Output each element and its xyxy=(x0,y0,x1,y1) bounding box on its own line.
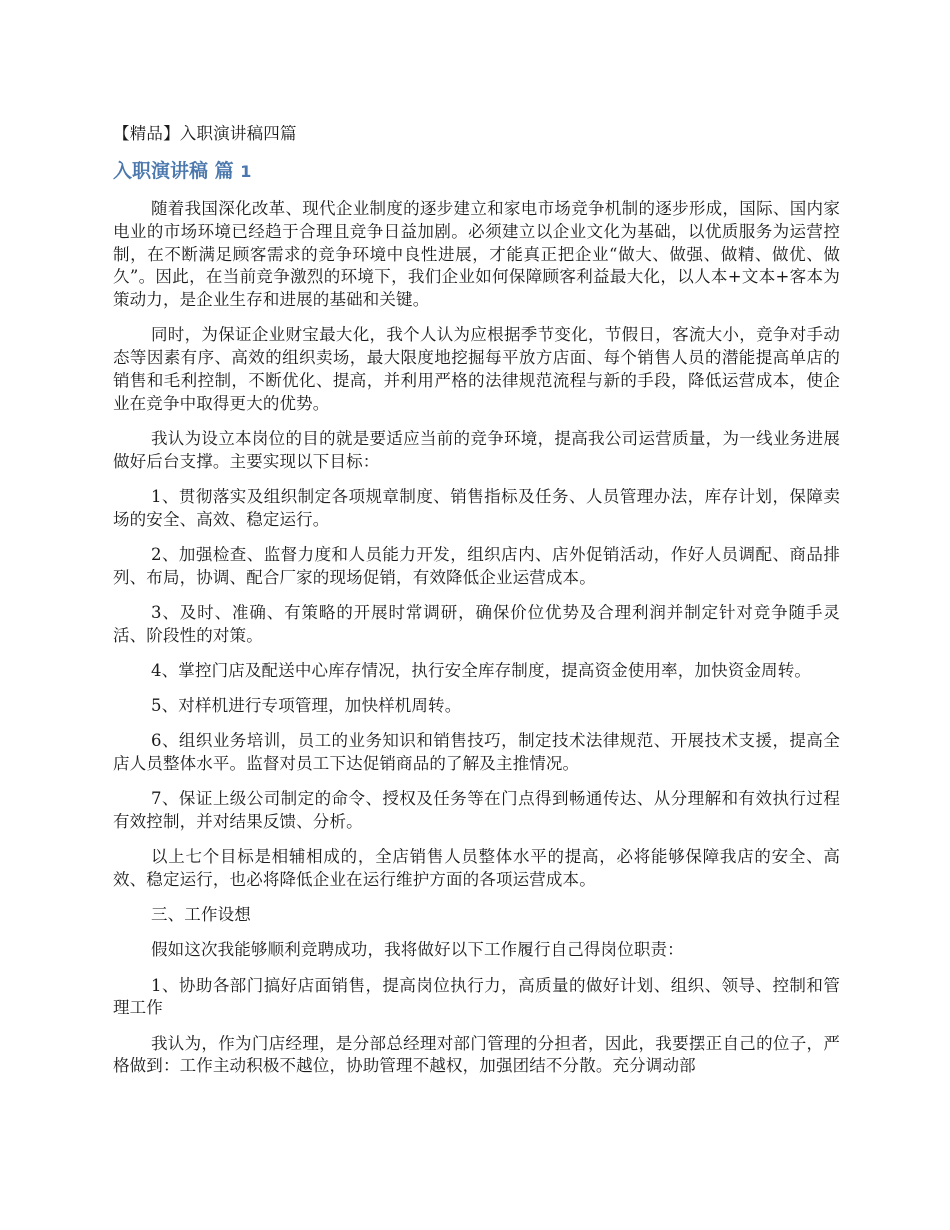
list-item: 3、及时、准确、有策略的开展时常调研，确保价位优势及合理利润并制定针对竞争随手灵活、阶段性的对策。 xyxy=(113,602,840,645)
document-title: 【精品】入职演讲稿四篇 xyxy=(113,124,297,143)
paragraph: 以上七个目标是相辅相成的，全店销售人员整体水平的提高，必将能够保障我店的安全、高效、稳定运行，也必将降低企业在运行维护方面的各项运营成本。 xyxy=(113,847,840,890)
section-heading xyxy=(113,158,840,185)
subsection-heading: 三、工作设想 xyxy=(151,905,251,925)
list-item: 5、对样机进行专项管理，加快样机周转。 xyxy=(151,696,462,716)
list-item: 2、加强检查、监督力度和人员能力开发，组织店内、店外促销活动，作好人员调配、商品排列、布局，协调、配合厂家的现场促销，有效降低企业运营成本。 xyxy=(113,544,840,587)
paragraph: 我认为设立本岗位的目的就是要适应当前的竞争环境，提高我公司运营质量，为一线业务进展做好后台支撑。主要实现以下目标： xyxy=(113,428,840,471)
paragraph: 我认为，作为门店经理，是分部总经理对部门管理的分担者，因此，我要摆正自己的位子，严格做到：工作主动积极不越位，协助管理不越权，加强团结不分散。充分调动部 xyxy=(113,1033,840,1076)
section-number: 1 xyxy=(240,162,252,181)
list-item: 6、组织业务培训，员工的业务知识和销售技巧，制定技术法律规范、开展技术支援，提高全店人员整体水平。监督对员工下达促销商品的了解及主推情况。 xyxy=(113,731,840,774)
paragraph: 同时，为保证企业财宝最大化，我个人认为应根据季节变化，节假日，客流大小，竞争对手动态等因素有序、高效的组织卖场，最大限度地挖掘每平放方店面、每个销售人员的潜能提高单店的销售和毛利控制，不断优化、提高，并利用严格的法律规范流程与新的手段，降低运营成本，使企业在竞争中取得更大的优势。 xyxy=(113,325,840,413)
document-page xyxy=(113,122,840,1091)
paragraph: 假如这次我能够顺利竞聘成功，我将做好以下工作履行自己得岗位职责： xyxy=(151,940,684,960)
list-item: 1、协助各部门搞好店面销售，提高岗位执行力，高质量的做好计划、组织、领导、控制和管理工作 xyxy=(113,975,840,1018)
section-heading-text: 入职演讲稿 篇 xyxy=(113,160,234,182)
list-item: 7、保证上级公司制定的命令、授权及任务等在门点得到畅通传达、从分理解和有效执行过程有效控制，并对结果反馈、分析。 xyxy=(113,789,840,832)
list-item: 1、贯彻落实及组织制定各项规章制度、销售指标及任务、人员管理办法，库存计划，保障卖场的安全、高效、稳定运行。 xyxy=(113,486,840,529)
list-item: 4、掌控门店及配送中心库存情况，执行安全库存制度，提高资金使用率，加快资金周转。 xyxy=(151,660,811,680)
paragraph: 随着我国深化改革、现代企业制度的逐步建立和家电市场竞争机制的逐步形成，国际、国内家电业的市场环境已经趋于合理且竞争日益加剧。必须建立以企业文化为基础，以优质服务为运营控制，在不断满足顾客需求的竞争环境中良性进展，才能真正把企业“做大、做强、做精、做优、做久”。因此，在当前竞争激烈的环境下，我们企业如何保障顾客利益最大化，以人本+文本+客本为策动力，是企业生存和进展的基础和关键。 xyxy=(113,199,840,310)
